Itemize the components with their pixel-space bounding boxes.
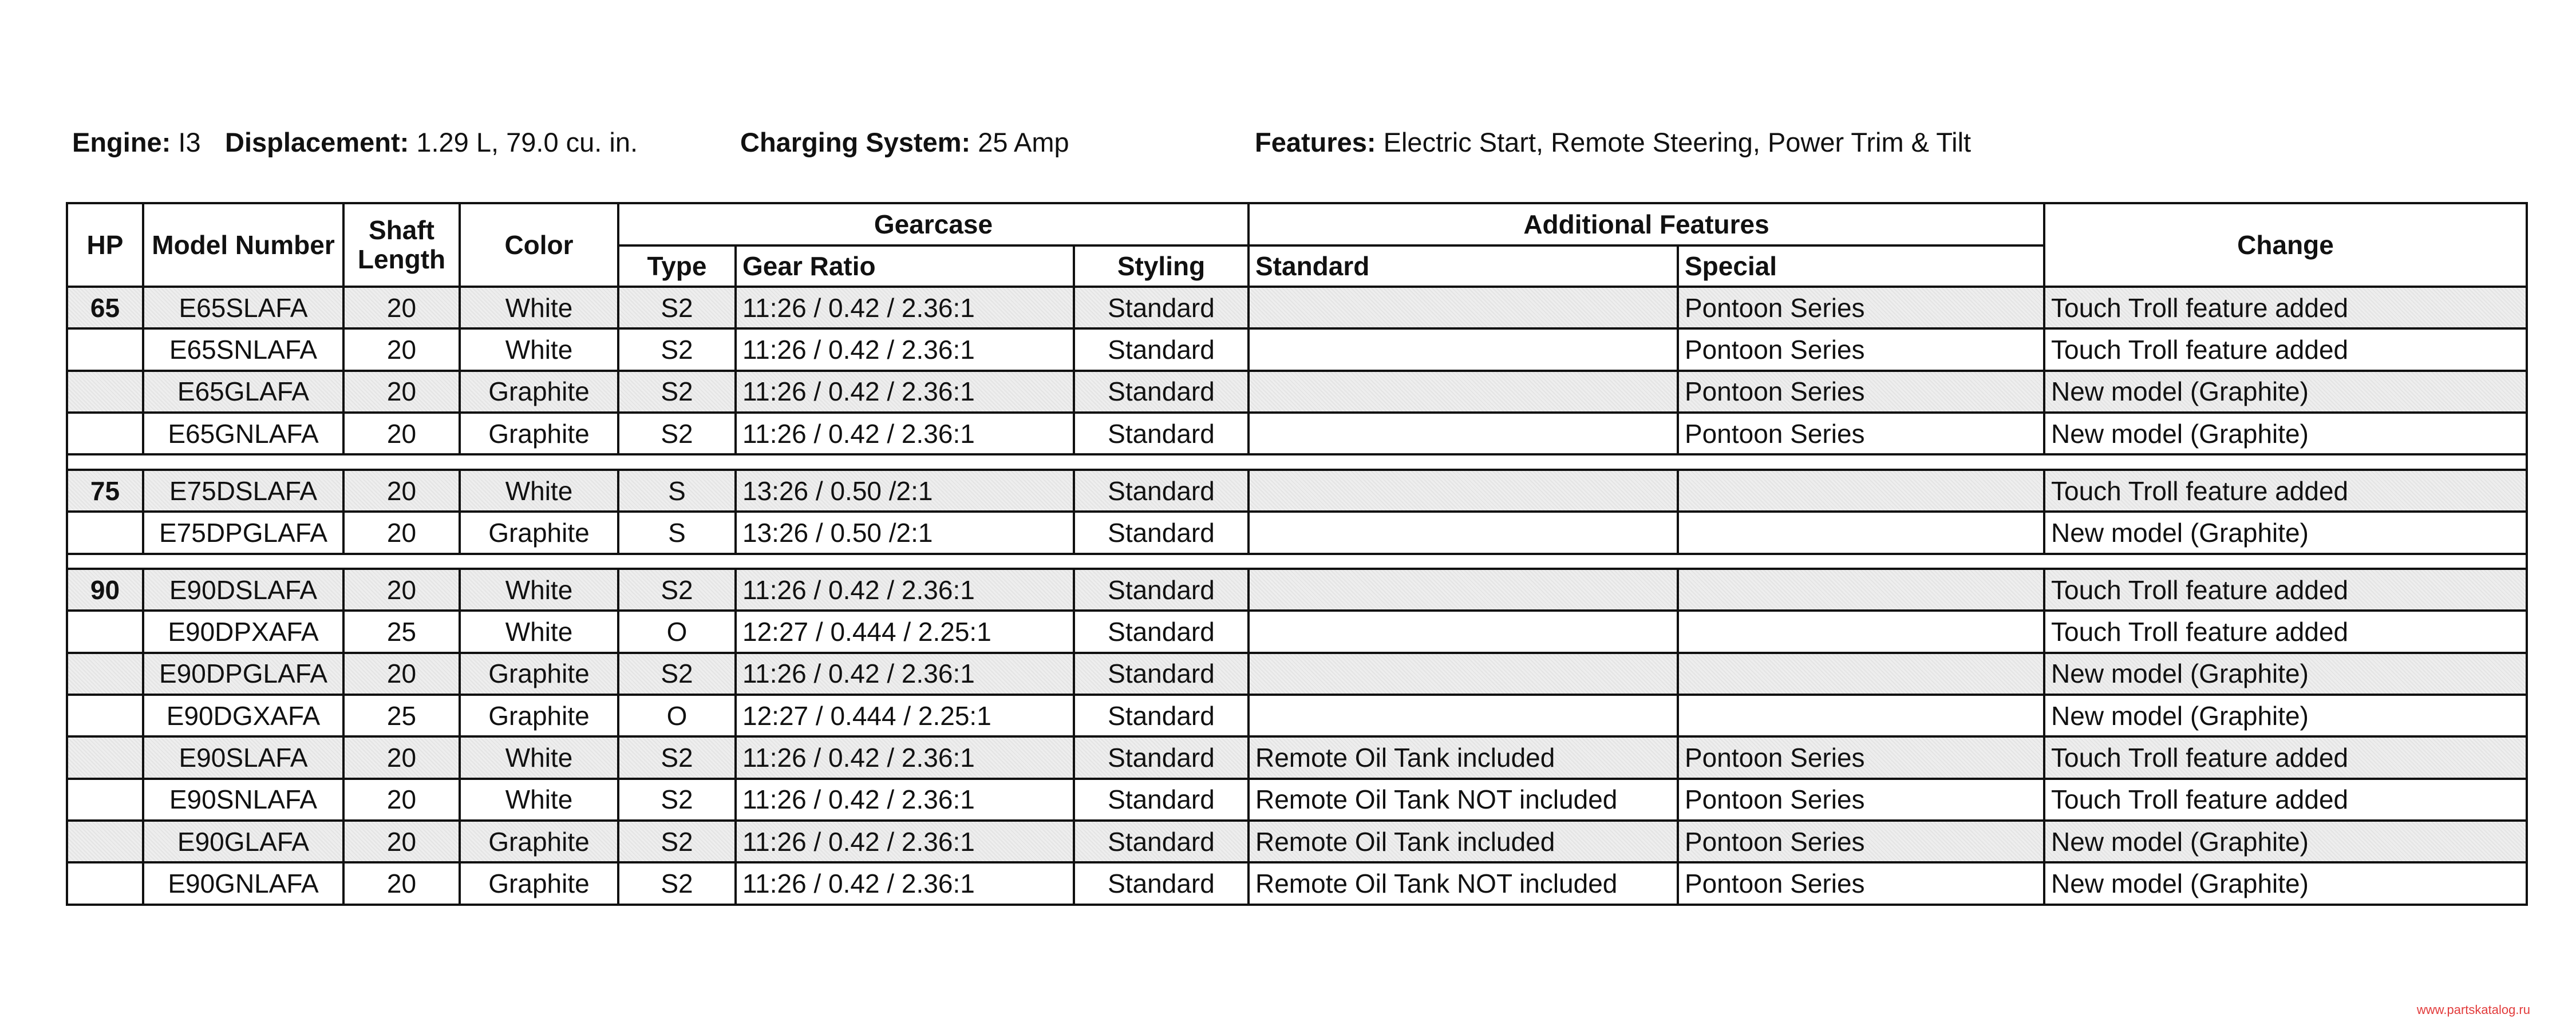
styling-cell: Standard xyxy=(1074,413,1249,454)
change-cell: New model (Graphite) xyxy=(2044,413,2527,454)
gear-ratio-cell: 13:26 / 0.50 /2:1 xyxy=(736,512,1074,553)
model-number-cell: E90DPGLAFA xyxy=(143,653,343,695)
styling-cell: Standard xyxy=(1074,821,1249,862)
gear-ratio-cell: 12:27 / 0.444 / 2.25:1 xyxy=(736,611,1074,652)
standard-cell xyxy=(1249,287,1678,328)
table-row xyxy=(67,611,2527,652)
change-cell: New model (Graphite) xyxy=(2044,862,2527,905)
styling-cell: Standard xyxy=(1074,287,1249,328)
table-row xyxy=(67,470,2527,512)
separator-cell xyxy=(67,454,2527,469)
hp-cell xyxy=(67,736,143,778)
shaft-length-cell: 20 xyxy=(343,287,460,328)
type-cell: S xyxy=(618,470,736,512)
special-cell: Pontoon Series xyxy=(1678,287,2044,328)
gear-ratio-cell: 11:26 / 0.42 / 2.36:1 xyxy=(736,569,1074,611)
color-header: Color xyxy=(460,203,618,287)
table-row xyxy=(67,328,2527,370)
styling-cell: Standard xyxy=(1074,569,1249,611)
hp-cell: 65 xyxy=(67,287,143,328)
watermark: www.partskatalog.ru xyxy=(2416,1003,2530,1017)
gear-ratio-cell: 11:26 / 0.42 / 2.36:1 xyxy=(736,779,1074,821)
gear-ratio-cell: 11:26 / 0.42 / 2.36:1 xyxy=(736,736,1074,778)
model-number-header: Model Number xyxy=(143,203,343,287)
change-cell: Touch Troll feature added xyxy=(2044,287,2527,328)
table-row xyxy=(67,413,2527,454)
standard-cell xyxy=(1249,328,1678,370)
standard-cell: Remote Oil Tank NOT included xyxy=(1249,779,1678,821)
additional-features-header: Additional Features xyxy=(1249,203,2044,245)
shaft-length-cell: 20 xyxy=(343,512,460,553)
standard-cell: Remote Oil Tank NOT included xyxy=(1249,862,1678,905)
gear-ratio-header: Gear Ratio xyxy=(736,245,1074,287)
styling-cell: Standard xyxy=(1074,611,1249,652)
change-cell: New model (Graphite) xyxy=(2044,653,2527,695)
special-cell xyxy=(1678,695,2044,736)
displacement-label: Displacement: xyxy=(225,127,409,157)
shaft-length-cell: 20 xyxy=(343,371,460,413)
gear-ratio-cell: 11:26 / 0.42 / 2.36:1 xyxy=(736,371,1074,413)
color-cell: White xyxy=(460,470,618,512)
standard-header: Standard xyxy=(1249,245,1678,287)
change-cell: Touch Troll feature added xyxy=(2044,470,2527,512)
gear-ratio-cell: 11:26 / 0.42 / 2.36:1 xyxy=(736,413,1074,454)
color-cell: White xyxy=(460,569,618,611)
table-row xyxy=(67,512,2527,553)
table-row xyxy=(67,736,2527,778)
shaft-length-cell: 20 xyxy=(343,653,460,695)
hp-cell xyxy=(67,779,143,821)
table-body xyxy=(67,287,2527,905)
group-separator xyxy=(67,554,2527,569)
change-header: Change xyxy=(2044,203,2527,287)
shaft-length-cell: 25 xyxy=(343,695,460,736)
model-number-cell: E90DSLAFA xyxy=(143,569,343,611)
gear-ratio-cell: 13:26 / 0.50 /2:1 xyxy=(736,470,1074,512)
color-cell: Graphite xyxy=(460,413,618,454)
special-cell: Pontoon Series xyxy=(1678,371,2044,413)
model-number-cell: E65SNLAFA xyxy=(143,328,343,370)
hp-cell xyxy=(67,862,143,905)
color-cell: White xyxy=(460,287,618,328)
change-cell: Touch Troll feature added xyxy=(2044,569,2527,611)
special-cell xyxy=(1678,611,2044,652)
table-header xyxy=(67,203,2527,287)
charging-system-label: Charging System: xyxy=(740,127,971,157)
color-cell: Graphite xyxy=(460,653,618,695)
color-cell: Graphite xyxy=(460,862,618,905)
engine-spec-line xyxy=(0,122,2576,163)
gear-ratio-cell: 12:27 / 0.444 / 2.25:1 xyxy=(736,695,1074,736)
shaft-length-header: Shaft Length xyxy=(343,203,460,287)
engine-label: Engine: xyxy=(72,127,171,157)
special-cell xyxy=(1678,470,2044,512)
shaft-length-cell: 20 xyxy=(343,569,460,611)
gear-ratio-cell: 11:26 / 0.42 / 2.36:1 xyxy=(736,653,1074,695)
special-cell: Pontoon Series xyxy=(1678,328,2044,370)
model-number-cell: E65GLAFA xyxy=(143,371,343,413)
model-number-cell: E90SNLAFA xyxy=(143,779,343,821)
color-cell: White xyxy=(460,611,618,652)
color-cell: Graphite xyxy=(460,821,618,862)
displacement-spec xyxy=(225,122,638,163)
hp-cell xyxy=(67,821,143,862)
table-row xyxy=(67,371,2527,413)
model-number-cell: E90SLAFA xyxy=(143,736,343,778)
styling-cell: Standard xyxy=(1074,470,1249,512)
hp-cell xyxy=(67,695,143,736)
hp-cell xyxy=(67,653,143,695)
type-header: Type xyxy=(618,245,736,287)
color-cell: Graphite xyxy=(460,371,618,413)
special-cell: Pontoon Series xyxy=(1678,862,2044,905)
change-cell: New model (Graphite) xyxy=(2044,695,2527,736)
gear-ratio-cell: 11:26 / 0.42 / 2.36:1 xyxy=(736,287,1074,328)
table-row xyxy=(67,779,2527,821)
hp-cell: 75 xyxy=(67,470,143,512)
standard-cell xyxy=(1249,413,1678,454)
color-cell: White xyxy=(460,779,618,821)
hp-cell xyxy=(67,413,143,454)
standard-cell xyxy=(1249,371,1678,413)
charging-system-spec xyxy=(740,122,1069,163)
model-table xyxy=(66,202,2528,906)
special-cell xyxy=(1678,512,2044,553)
table-row xyxy=(67,821,2527,862)
model-number-cell: E90GLAFA xyxy=(143,821,343,862)
special-cell xyxy=(1678,569,2044,611)
type-cell: S2 xyxy=(618,862,736,905)
table-row xyxy=(67,653,2527,695)
model-number-cell: E90DPXAFA xyxy=(143,611,343,652)
hp-cell: 90 xyxy=(67,569,143,611)
table-row xyxy=(67,569,2527,611)
change-cell: New model (Graphite) xyxy=(2044,371,2527,413)
type-cell: S xyxy=(618,512,736,553)
gear-ratio-cell: 11:26 / 0.42 / 2.36:1 xyxy=(736,862,1074,905)
standard-cell: Remote Oil Tank included xyxy=(1249,736,1678,778)
standard-cell xyxy=(1249,512,1678,553)
type-cell: S2 xyxy=(618,287,736,328)
standard-cell xyxy=(1249,653,1678,695)
shaft-length-cell: 20 xyxy=(343,736,460,778)
model-number-cell: E65GNLAFA xyxy=(143,413,343,454)
change-cell: Touch Troll feature added xyxy=(2044,779,2527,821)
special-cell: Pontoon Series xyxy=(1678,736,2044,778)
table-row xyxy=(67,862,2527,905)
styling-cell: Standard xyxy=(1074,736,1249,778)
type-cell: S2 xyxy=(618,736,736,778)
engine-spec xyxy=(72,122,201,163)
hp-cell xyxy=(67,371,143,413)
shaft-length-cell: 25 xyxy=(343,611,460,652)
type-cell: S2 xyxy=(618,413,736,454)
special-cell: Pontoon Series xyxy=(1678,779,2044,821)
type-cell: S2 xyxy=(618,569,736,611)
charging-system-value: 25 Amp xyxy=(978,127,1069,157)
special-cell: Pontoon Series xyxy=(1678,413,2044,454)
type-cell: S2 xyxy=(618,779,736,821)
styling-cell: Standard xyxy=(1074,512,1249,553)
change-cell: New model (Graphite) xyxy=(2044,821,2527,862)
hp-cell xyxy=(67,328,143,370)
special-cell xyxy=(1678,653,2044,695)
special-header: Special xyxy=(1678,245,2044,287)
shaft-length-cell: 20 xyxy=(343,779,460,821)
model-number-cell: E65SLAFA xyxy=(143,287,343,328)
shaft-length-cell: 20 xyxy=(343,470,460,512)
type-cell: S2 xyxy=(618,653,736,695)
table-row xyxy=(67,287,2527,328)
standard-cell: Remote Oil Tank included xyxy=(1249,821,1678,862)
change-cell: Touch Troll feature added xyxy=(2044,611,2527,652)
table-row xyxy=(67,695,2527,736)
gearcase-header: Gearcase xyxy=(618,203,1249,245)
shaft-length-cell: 20 xyxy=(343,862,460,905)
color-cell: Graphite xyxy=(460,512,618,553)
type-cell: S2 xyxy=(618,371,736,413)
styling-cell: Standard xyxy=(1074,371,1249,413)
model-number-cell: E75DSLAFA xyxy=(143,470,343,512)
shaft-length-cell: 20 xyxy=(343,413,460,454)
model-number-cell: E75DPGLAFA xyxy=(143,512,343,553)
styling-cell: Standard xyxy=(1074,328,1249,370)
hp-cell xyxy=(67,512,143,553)
gear-ratio-cell: 11:26 / 0.42 / 2.36:1 xyxy=(736,821,1074,862)
type-cell: O xyxy=(618,611,736,652)
color-cell: White xyxy=(460,736,618,778)
type-cell: O xyxy=(618,695,736,736)
engine-value: I3 xyxy=(178,127,201,157)
color-cell: Graphite xyxy=(460,695,618,736)
features-value: Electric Start, Remote Steering, Power Trim & Tilt xyxy=(1383,127,1971,157)
shaft-length-cell: 20 xyxy=(343,821,460,862)
change-cell: Touch Troll feature added xyxy=(2044,736,2527,778)
hp-header: HP xyxy=(67,203,143,287)
change-cell: Touch Troll feature added xyxy=(2044,328,2527,370)
styling-cell: Standard xyxy=(1074,653,1249,695)
standard-cell xyxy=(1249,569,1678,611)
type-cell: S2 xyxy=(618,328,736,370)
change-cell: New model (Graphite) xyxy=(2044,512,2527,553)
features-label: Features: xyxy=(1255,127,1376,157)
styling-cell: Standard xyxy=(1074,779,1249,821)
standard-cell xyxy=(1249,470,1678,512)
styling-header: Styling xyxy=(1074,245,1249,287)
displacement-value: 1.29 L, 79.0 cu. in. xyxy=(416,127,638,157)
hp-cell xyxy=(67,611,143,652)
model-number-cell: E90DGXAFA xyxy=(143,695,343,736)
features-spec xyxy=(1255,122,1971,163)
group-separator xyxy=(67,454,2527,469)
shaft-length-cell: 20 xyxy=(343,328,460,370)
styling-cell: Standard xyxy=(1074,862,1249,905)
type-cell: S2 xyxy=(618,821,736,862)
gear-ratio-cell: 11:26 / 0.42 / 2.36:1 xyxy=(736,328,1074,370)
color-cell: White xyxy=(460,328,618,370)
separator-cell xyxy=(67,554,2527,569)
special-cell: Pontoon Series xyxy=(1678,821,2044,862)
standard-cell xyxy=(1249,695,1678,736)
standard-cell xyxy=(1249,611,1678,652)
styling-cell: Standard xyxy=(1074,695,1249,736)
model-number-cell: E90GNLAFA xyxy=(143,862,343,905)
